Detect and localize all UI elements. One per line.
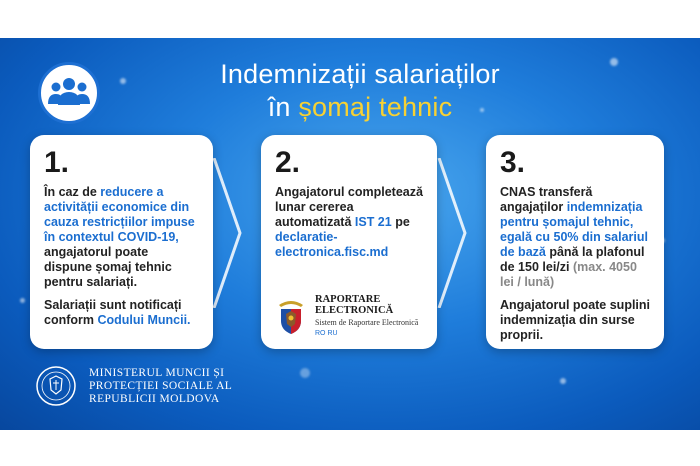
step-note [44,298,199,328]
text-segment: până la plafonul de 150 lei/zi [500,245,645,274]
title-line-1: Indemnizații salariaților [220,59,500,89]
step-number: 3. [500,146,526,179]
page-title [150,58,570,124]
portal-logo [275,294,423,337]
step-text [44,185,199,290]
ministry-logo [35,365,232,407]
banner-background [0,38,700,430]
step-text [275,185,423,260]
portal-subtitle: Sistem de Raportare Electronică [315,318,419,327]
ministry-seal-icon [35,365,77,407]
arrow-right-icon [437,158,467,308]
title-prefix: în [267,92,299,122]
title-highlight: șomaj tehnic [298,92,453,122]
text-highlight: reducere a activității economice din cauza restricțiilor impuse în contextul COVID-19, [44,185,195,244]
ministry-line-2: PROTECȚIEI SOCIALE AL [89,379,233,392]
text-segment: Salariații sunt notificați conform [44,298,182,327]
step-number: 1. [44,146,70,179]
text-segment: pe [391,215,410,229]
text-note: (max. 4050 lei / lună) [500,260,637,289]
step-card-3 [486,135,664,349]
title-line-2 [150,91,570,124]
text-segment: CNAS transferă angajaților [500,185,593,214]
portal-link[interactable]: declaratie-electronica.fisc.md [275,230,389,259]
coat-of-arms-icon [275,297,307,335]
step-card-2 [261,135,437,349]
ministry-line-1: MINISTERUL MUNCII ȘI [89,366,225,379]
step-card-1 [30,135,213,349]
text-highlight: indemnizația pentru șomajul tehnic, egală cu 50% din salariul de bază [500,200,648,259]
text-highlight: IST 21 [354,215,392,229]
step-note: Angajatorul poate suplini indemnizația din surse proprii. [500,298,651,342]
portal-title: RAPORTARE ELECTRONICĂ [315,294,394,316]
text-highlight: Codului Muncii. [97,313,191,327]
people-group-icon [38,62,100,124]
text-segment: În caz de [44,185,101,199]
text-segment: angajatorul poate dispune șomaj tehnic pentru salariați. [44,245,172,289]
ministry-line-3: REPUBLICII MOLDOVA [89,392,220,405]
step-text [500,185,650,290]
step-number: 2. [275,146,301,179]
language-links[interactable]: RO RU [315,330,338,337]
arrow-right-icon [212,158,242,308]
text-segment: Angajatorul completează lunar cererea automatizată [275,185,423,229]
